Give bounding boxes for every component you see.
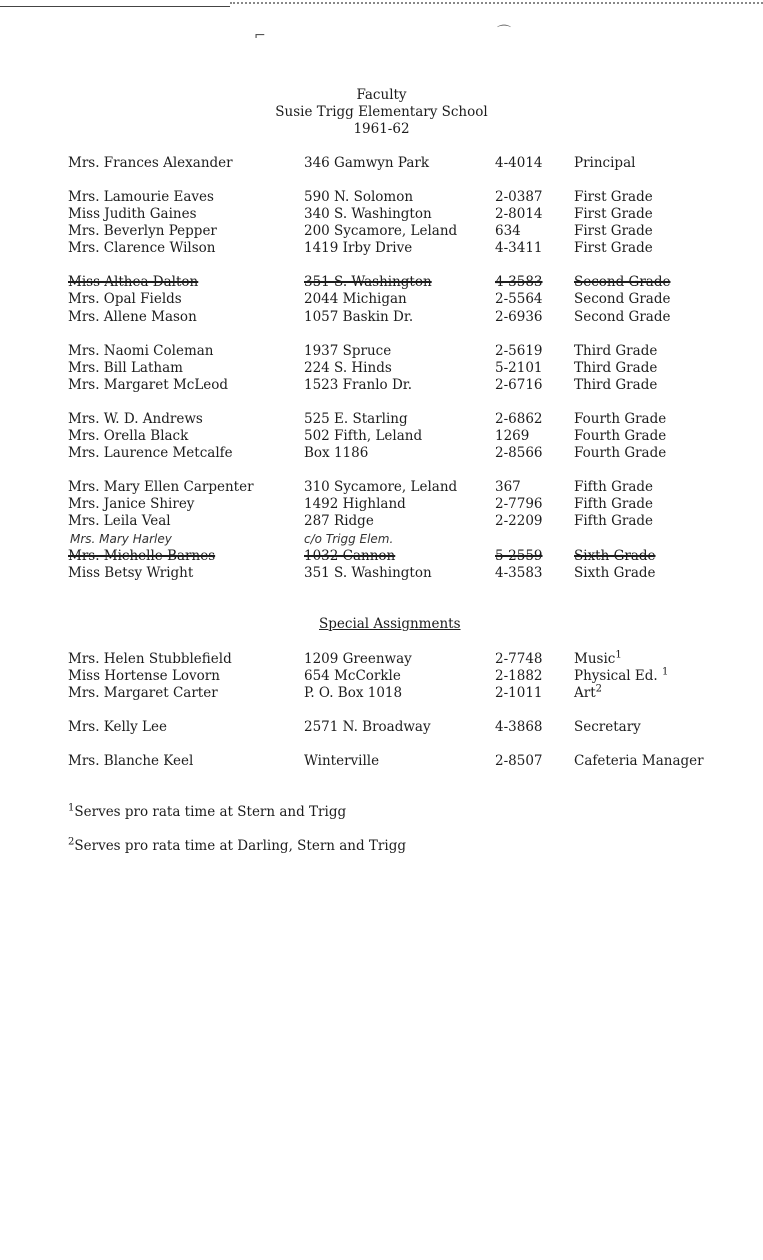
faculty-role: Sixth Grade — [574, 548, 656, 564]
faculty-name: Mrs. Naomi Coleman — [68, 343, 214, 359]
header-title: Faculty — [356, 87, 407, 103]
special-name: Mrs. Blanche Keel — [68, 753, 194, 769]
header-year: 1961-62 — [353, 121, 410, 137]
handwritten-address: c/o Trigg Elem. — [304, 532, 394, 546]
faculty-phone: 4-3583 — [495, 274, 543, 290]
stray-mark-icon: ⌐ — [254, 28, 266, 44]
footnote-mark: 2 — [595, 683, 603, 695]
faculty-role: Third Grade — [574, 343, 658, 359]
faculty-role: Fifth Grade — [574, 513, 654, 529]
page-top-dotted-edge — [230, 2, 763, 7]
faculty-name: Miss Betsy Wright — [68, 565, 194, 581]
faculty-role: Third Grade — [574, 360, 658, 376]
faculty-name: Mrs. Beverlyn Pepper — [68, 223, 217, 239]
special-name: Mrs. Helen Stubblefield — [68, 651, 232, 667]
footnote — [68, 804, 346, 820]
faculty-address: 224 S. Hinds — [304, 360, 392, 376]
special-role: Secretary — [574, 719, 641, 735]
faculty-phone: 4-3411 — [495, 240, 543, 256]
footnote-number: 1 — [68, 802, 75, 814]
faculty-address: Box 1186 — [304, 445, 369, 461]
special-name: Miss Hortense Lovorn — [68, 668, 220, 684]
special-role-text: Art — [574, 685, 596, 701]
faculty-name: Mrs. Allene Mason — [68, 309, 197, 325]
faculty-phone: 1269 — [495, 428, 530, 444]
faculty-name: Mrs. Lamourie Eaves — [68, 189, 214, 205]
faculty-name: Mrs. Frances Alexander — [68, 155, 233, 171]
faculty-phone: 2-6716 — [495, 377, 543, 393]
faculty-role: Second Grade — [574, 291, 671, 307]
faculty-address: 525 E. Starling — [304, 411, 408, 427]
handwritten-name: Mrs. Mary Harley — [70, 532, 172, 546]
faculty-phone: 2-5619 — [495, 343, 543, 359]
faculty-address: 351 S. Washington — [304, 565, 432, 581]
faculty-name: Miss Althea Dalton — [68, 274, 199, 290]
faculty-phone: 2-7796 — [495, 496, 543, 512]
faculty-phone: 367 — [495, 479, 521, 495]
footnote-mark: 1 — [661, 666, 669, 678]
faculty-phone: 2-6936 — [495, 309, 543, 325]
special-phone: 2-1011 — [495, 685, 543, 701]
faculty-address: 340 S. Washington — [304, 206, 432, 222]
faculty-role: Second Grade — [574, 274, 671, 290]
faculty-address: 502 Fifth, Leland — [304, 428, 423, 444]
faculty-address: 346 Gamwyn Park — [304, 155, 430, 171]
special-role-text: Physical Ed. — [574, 668, 658, 684]
faculty-name: Miss Judith Gaines — [68, 206, 197, 222]
faculty-address: 1492 Highland — [304, 496, 406, 512]
faculty-role: Fourth Grade — [574, 428, 667, 444]
page-top-rule — [0, 6, 230, 7]
faculty-phone: 4-4014 — [495, 155, 543, 171]
faculty-address: 590 N. Solomon — [304, 189, 414, 205]
faculty-role: First Grade — [574, 206, 653, 222]
header-school: Susie Trigg Elementary School — [275, 104, 488, 120]
special-phone: 4-3868 — [495, 719, 543, 735]
faculty-name: Mrs. Leila Veal — [68, 513, 171, 529]
footnote-text: Serves pro rata time at Stern and Trigg — [74, 804, 347, 820]
faculty-role: First Grade — [574, 240, 653, 256]
special-role: Cafeteria Manager — [574, 753, 704, 769]
faculty-name: Mrs. W. D. Andrews — [68, 411, 203, 427]
faculty-address: 1419 Irby Drive — [304, 240, 413, 256]
special-address: 1209 Greenway — [304, 651, 412, 667]
special-address: P. O. Box 1018 — [304, 685, 403, 701]
faculty-role: Fifth Grade — [574, 479, 654, 495]
faculty-name: Mrs. Janice Shirey — [68, 496, 195, 512]
faculty-name: Mrs. Michelle Barnes — [68, 548, 216, 564]
faculty-role: First Grade — [574, 223, 653, 239]
faculty-role: Fourth Grade — [574, 411, 667, 427]
special-name: Mrs. Kelly Lee — [68, 719, 167, 735]
faculty-name: Mrs. Clarence Wilson — [68, 240, 216, 256]
faculty-phone: 2-6862 — [495, 411, 543, 427]
faculty-phone: 2-8014 — [495, 206, 543, 222]
faculty-address: 1057 Baskin Dr. — [304, 309, 414, 325]
footnote-text: Serves pro rata time at Darling, Stern and Trigg — [74, 838, 406, 854]
special-address: 654 McCorkle — [304, 668, 401, 684]
faculty-name: Mrs. Orella Black — [68, 428, 189, 444]
special-phone: 2-8507 — [495, 753, 543, 769]
faculty-name: Mrs. Laurence Metcalfe — [68, 445, 233, 461]
faculty-role: Second Grade — [574, 309, 671, 325]
footnote-mark: 1 — [615, 649, 622, 661]
faculty-role: Sixth Grade — [574, 565, 656, 581]
faculty-phone: 2-5564 — [495, 291, 543, 307]
faculty-role: Fourth Grade — [574, 445, 667, 461]
faculty-role: First Grade — [574, 189, 653, 205]
faculty-phone: 2-8566 — [495, 445, 543, 461]
faculty-address: 200 Sycamore, Leland — [304, 223, 458, 239]
faculty-name: Mrs. Opal Fields — [68, 291, 182, 307]
special-role — [574, 668, 668, 685]
faculty-phone: 2-2209 — [495, 513, 543, 529]
stray-mark-icon: ⌒ — [497, 25, 511, 41]
faculty-address: 2044 Michigan — [304, 291, 407, 307]
footnote — [68, 838, 406, 854]
special-address: 2571 N. Broadway — [304, 719, 431, 735]
faculty-address: 1937 Spruce — [304, 343, 392, 359]
faculty-role: Fifth Grade — [574, 496, 654, 512]
special-phone: 2-7748 — [495, 651, 543, 667]
faculty-address: 351 S. Washington — [304, 274, 432, 290]
faculty-name: Mrs. Mary Ellen Carpenter — [68, 479, 254, 495]
faculty-role: Third Grade — [574, 377, 658, 393]
special-address: Winterville — [304, 753, 380, 769]
special-role-text: Music — [574, 651, 616, 667]
special-role — [574, 685, 602, 702]
special-assignments-title: Special Assignments — [319, 616, 461, 632]
faculty-address: 310 Sycamore, Leland — [304, 479, 458, 495]
special-name: Mrs. Margaret Carter — [68, 685, 218, 701]
faculty-name: Mrs. Bill Latham — [68, 360, 183, 376]
faculty-phone: 634 — [495, 223, 521, 239]
faculty-name: Mrs. Margaret McLeod — [68, 377, 229, 393]
footnote-number: 2 — [68, 836, 75, 848]
faculty-phone: 4-3583 — [495, 565, 543, 581]
faculty-phone: 5-2101 — [495, 360, 543, 376]
special-phone: 2-1882 — [495, 668, 543, 684]
faculty-role: Principal — [574, 155, 636, 171]
special-role — [574, 651, 622, 668]
faculty-phone: 5-2559 — [495, 548, 543, 564]
faculty-phone: 2-0387 — [495, 189, 543, 205]
faculty-address: 1523 Franlo Dr. — [304, 377, 413, 393]
faculty-address: 287 Ridge — [304, 513, 374, 529]
faculty-address: 1032 Cannon — [304, 548, 396, 564]
document-header — [0, 87, 763, 138]
